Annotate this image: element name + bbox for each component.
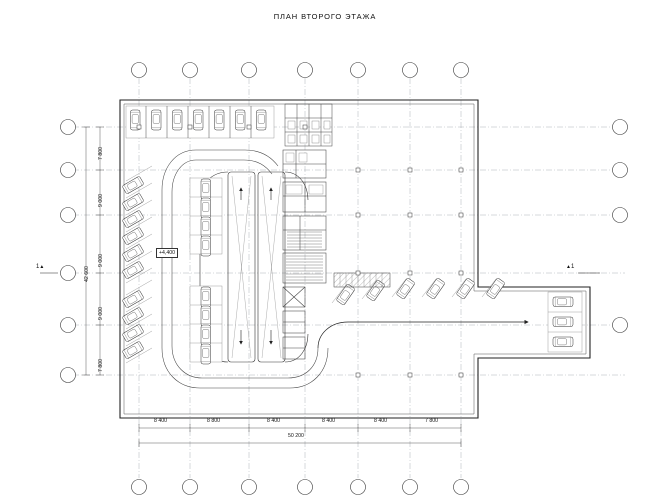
dim-bottom-total: 50 200 [288,433,304,439]
parking-column-inner-upper [190,178,222,256]
section-mark-right-arrow: ▲ [566,264,571,270]
dim-left-3: 9 000 [98,254,104,267]
building-inner-wall [124,104,586,414]
section-mark-right-label: 1 [570,264,575,270]
hatched-zone [334,273,390,287]
dim-left-1: 7 800 [98,147,104,160]
circulation-arrow [318,322,528,348]
ramp-slope-lines [232,176,281,358]
dim-left-5: 7 800 [98,359,104,372]
core-zone [283,150,326,359]
parking-bank-right-wing [548,292,582,352]
dimension-left [82,127,104,375]
parking-bank-left-lower [122,280,152,363]
dim-bottom-6: 7 800 [425,418,438,424]
building-outline [120,100,590,418]
dim-bottom-1: 8 400 [154,418,167,424]
page-title: ПЛАН ВТОРОГО ЭТАЖА [273,12,377,21]
ramp-arrows [241,188,271,344]
dim-left-4: 9 000 [98,307,104,320]
dim-bottom-3: 8 400 [267,418,280,424]
elevation-marker: +4,400 [156,248,178,258]
section-mark-left-arrow: ▲ [39,264,45,270]
parking-column-inner-lower [190,286,222,364]
section-mark-left-label: 1 [36,264,40,270]
dim-left-total: 42 600 [84,266,90,282]
dim-bottom-5: 8 400 [374,418,387,424]
dim-bottom-4: 8 400 [322,418,335,424]
dim-bottom-2: 8 800 [207,418,220,424]
service-block-top [285,104,332,146]
section-mark-left [36,264,44,270]
parking-row-top [126,106,274,138]
dim-left-2: 9 000 [98,194,104,207]
parking-bank-left-upper [122,166,152,283]
section-mark-right [566,264,574,270]
